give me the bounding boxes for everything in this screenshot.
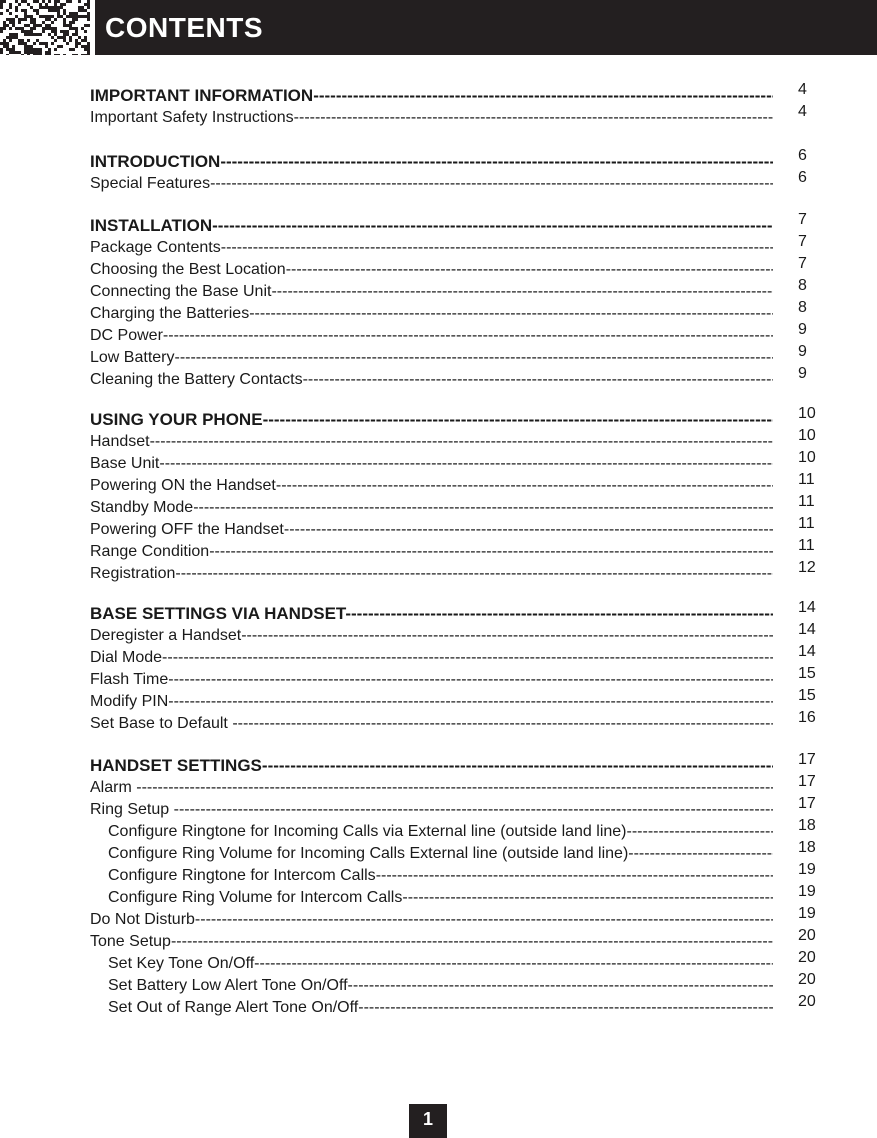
toc-page-number: 15 bbox=[798, 665, 816, 682]
toc-entry-title: Configure Ring Volume for Intercom Calls ----- bbox=[108, 887, 773, 909]
toc-row bbox=[90, 471, 815, 497]
toc-page-number: 7 bbox=[798, 211, 807, 228]
toc-page-number: 12 bbox=[798, 559, 816, 576]
toc-row bbox=[90, 665, 816, 691]
toc-page-number: 11 bbox=[798, 537, 815, 554]
toc-row bbox=[90, 211, 807, 237]
toc-row bbox=[90, 233, 807, 259]
toc-row bbox=[90, 971, 816, 997]
toc-page-number: 14 bbox=[798, 599, 816, 616]
toc-page-number: 8 bbox=[798, 277, 807, 294]
toc-entry-title: Set Out of Range Alert Tone On/Off ----- bbox=[108, 997, 773, 1019]
toc-row bbox=[90, 905, 816, 931]
toc-row bbox=[90, 493, 815, 519]
toc-entry-title: Package Contents ----- bbox=[90, 237, 773, 259]
toc-page-number: 9 bbox=[798, 343, 807, 360]
toc-page-number: 17 bbox=[798, 773, 816, 790]
toc-entry-title: Standby Mode ----- bbox=[90, 497, 773, 519]
toc-row bbox=[90, 883, 816, 909]
toc-section-heading: HANDSET SETTINGS ----- bbox=[90, 755, 773, 777]
toc-row bbox=[90, 147, 807, 173]
toc-page-number: 11 bbox=[798, 515, 815, 532]
toc-entry-title: Flash Time ----- bbox=[90, 669, 773, 691]
toc-section-heading: USING YOUR PHONE ----- bbox=[90, 409, 773, 431]
toc-entry-title: Configure Ringtone for Incoming Calls via External line (outside land line) ----- bbox=[108, 821, 773, 843]
toc-entry-title: Set Base to Default ----- bbox=[90, 713, 773, 735]
toc-entry-title: Tone Setup ----- bbox=[90, 931, 773, 953]
toc-page-number: 4 bbox=[798, 81, 807, 98]
toc-row bbox=[90, 927, 816, 953]
toc-page-number: 9 bbox=[798, 365, 807, 382]
toc-row bbox=[90, 795, 816, 821]
toc-page-number: 10 bbox=[798, 405, 816, 422]
toc-section-heading: INSTALLATION ----- bbox=[90, 215, 773, 237]
toc-section-heading: INTRODUCTION ----- bbox=[90, 151, 773, 173]
toc-page-number: 14 bbox=[798, 643, 816, 660]
page-number: 1 bbox=[409, 1104, 447, 1138]
toc-page-number: 7 bbox=[798, 255, 807, 272]
toc-row bbox=[90, 169, 807, 195]
toc-row bbox=[90, 299, 807, 325]
toc-page-number: 10 bbox=[798, 427, 816, 444]
toc-row bbox=[90, 405, 816, 431]
toc-entry-title: Low Battery ----- bbox=[90, 347, 773, 369]
toc-page-number: 20 bbox=[798, 949, 816, 966]
toc-page-number: 17 bbox=[798, 795, 816, 812]
toc-row bbox=[90, 709, 816, 735]
toc-page-number: 19 bbox=[798, 883, 816, 900]
toc-page-number: 6 bbox=[798, 169, 807, 186]
toc-row bbox=[90, 621, 816, 647]
toc-section-heading: IMPORTANT INFORMATION ----- bbox=[90, 85, 773, 107]
toc-page-number: 15 bbox=[798, 687, 816, 704]
toc-page-number: 16 bbox=[798, 709, 816, 726]
toc-page-number: 17 bbox=[798, 751, 816, 768]
toc-entry-title: Registration ----- bbox=[90, 563, 773, 585]
toc-entry-title: Configure Ringtone for Intercom Calls ----- bbox=[108, 865, 773, 887]
toc-row bbox=[90, 861, 816, 887]
toc-page-number: 20 bbox=[798, 971, 816, 988]
toc-page-number: 9 bbox=[798, 321, 807, 338]
toc-page-number: 7 bbox=[798, 233, 807, 250]
toc-entry-title: Base Unit ----- bbox=[90, 453, 773, 475]
toc-row bbox=[90, 559, 816, 585]
toc-row bbox=[90, 537, 815, 563]
toc-page-number: 14 bbox=[798, 621, 816, 638]
toc-entry-title: Connecting the Base Unit ----- bbox=[90, 281, 773, 303]
toc-row bbox=[90, 81, 807, 107]
toc-row bbox=[90, 751, 816, 777]
toc-page-number: 8 bbox=[798, 299, 807, 316]
toc-row bbox=[90, 103, 807, 129]
toc-page-number: 20 bbox=[798, 993, 816, 1010]
toc-entry-title: DC Power ----- bbox=[90, 325, 773, 347]
toc-entry-title: Modify PIN ----- bbox=[90, 691, 773, 713]
toc-entry-title: Ring Setup ----- bbox=[90, 799, 773, 821]
toc-row bbox=[90, 643, 816, 669]
toc-page-number: 10 bbox=[798, 449, 816, 466]
toc-row bbox=[90, 949, 816, 975]
toc-row bbox=[90, 449, 816, 475]
toc-page-number: 6 bbox=[798, 147, 807, 164]
toc-entry-title: Powering OFF the Handset ----- bbox=[90, 519, 773, 541]
toc-page-number: 11 bbox=[798, 493, 815, 510]
toc-entry-title: Dial Mode ----- bbox=[90, 647, 773, 669]
toc-row bbox=[90, 343, 807, 369]
toc-section-heading: BASE SETTINGS VIA HANDSET ----- bbox=[90, 603, 773, 625]
toc-entry-title: Set Battery Low Alert Tone On/Off ----- bbox=[108, 975, 773, 997]
toc-entry-title: Handset ----- bbox=[90, 431, 773, 453]
toc-page-number: 20 bbox=[798, 927, 816, 944]
toc-page-number: 18 bbox=[798, 839, 816, 856]
toc-entry-title: Configure Ring Volume for Incoming Calls External line (outside land line) ----- bbox=[108, 843, 773, 865]
toc-page-number: 19 bbox=[798, 905, 816, 922]
toc-entry-title: Special Features ----- bbox=[90, 173, 773, 195]
toc-row bbox=[90, 515, 815, 541]
toc-entry-title: Choosing the Best Location ----- bbox=[90, 259, 773, 281]
toc-entry-title: Deregister a Handset ----- bbox=[90, 625, 773, 647]
toc-row bbox=[90, 365, 807, 391]
toc-row bbox=[90, 277, 807, 303]
toc-row bbox=[90, 817, 816, 843]
toc-row bbox=[90, 839, 816, 865]
toc-row bbox=[90, 687, 816, 713]
toc-row bbox=[90, 993, 816, 1019]
page-title: CONTENTS bbox=[105, 12, 263, 43]
toc-entry-title: Alarm ----- bbox=[90, 777, 773, 799]
toc-page-number: 19 bbox=[798, 861, 816, 878]
toc-row bbox=[90, 773, 816, 799]
toc-row bbox=[90, 321, 807, 347]
toc-entry-title: Range Condition ----- bbox=[90, 541, 773, 563]
toc-page-number: 11 bbox=[798, 471, 815, 488]
toc-row bbox=[90, 599, 816, 625]
toc-page-number: 4 bbox=[798, 103, 807, 120]
toc-entry-title: Charging the Batteries ----- bbox=[90, 303, 773, 325]
toc-row bbox=[90, 255, 807, 281]
toc-entry-title: Set Key Tone On/Off ----- bbox=[108, 953, 773, 975]
toc-entry-title: Powering ON the Handset ----- bbox=[90, 475, 773, 497]
toc-page-number: 18 bbox=[798, 817, 816, 834]
toc-entry-title: Cleaning the Battery Contacts ----- bbox=[90, 369, 773, 391]
toc-entry-title: Important Safety Instructions ----- bbox=[90, 107, 773, 129]
toc-row bbox=[90, 427, 816, 453]
toc-entry-title: Do Not Disturb ----- bbox=[90, 909, 773, 931]
